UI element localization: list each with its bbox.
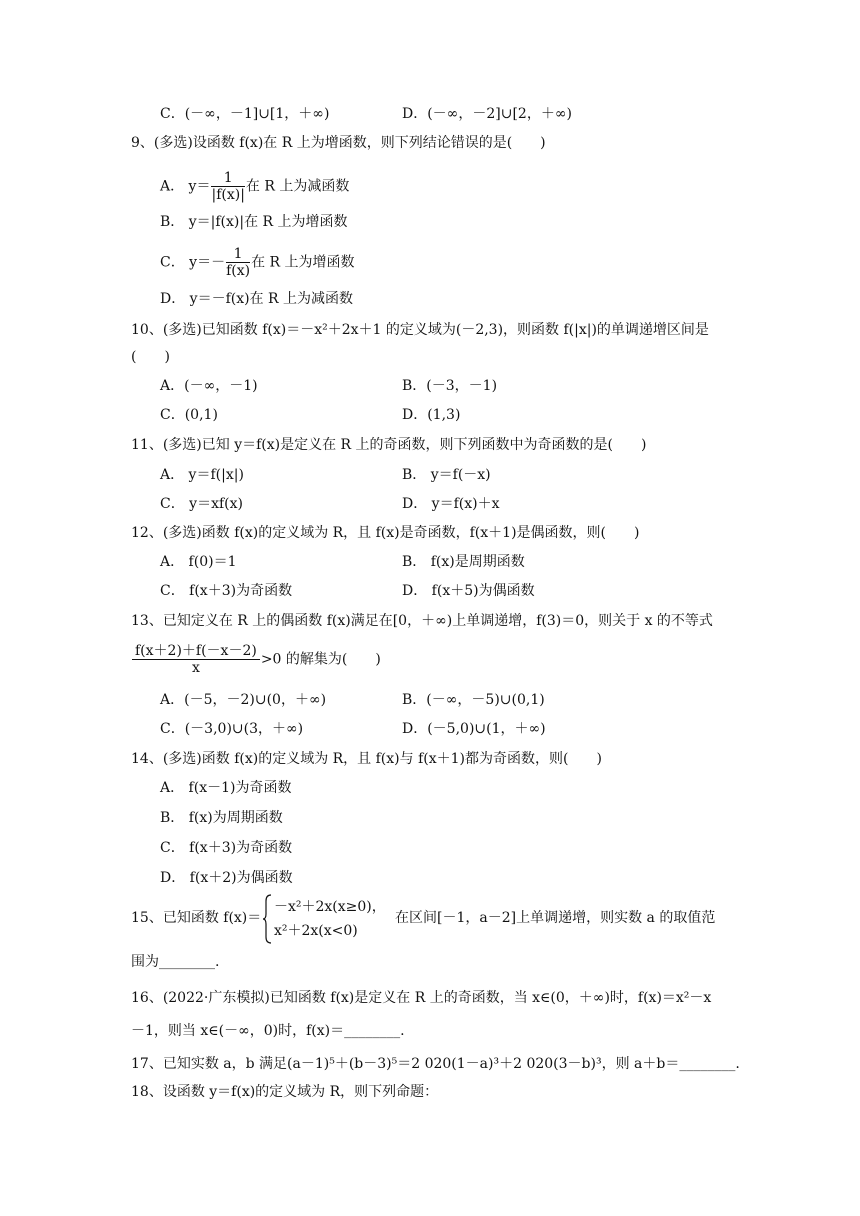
- q14-option-d: D． f(x＋2)为偶函数: [160, 870, 293, 886]
- q10-option-b: B．(－3，－1): [402, 378, 498, 394]
- q15-piecewise: [262, 894, 386, 944]
- q10-option-a: A．(－∞，－1): [160, 378, 258, 394]
- q13-option-d: D．(－5,0)∪(1，＋∞): [402, 721, 546, 737]
- q9-stem: 9、(多选)设函数 f(x)在 R 上为增函数，则下列结论错误的是( ): [131, 135, 546, 151]
- q13-fraction: $\frac{f(x+2)+f(-x-2)}{x}$: [132, 643, 260, 676]
- q10-paren: ( ): [131, 349, 170, 365]
- q12-option-b: B． f(x)是周期函数: [402, 554, 525, 570]
- q9-option-d: D． y＝－f(x)在 R 上为减函数: [160, 291, 354, 307]
- q13-stem: 13、已知定义在 R 上的偶函数 f(x)满足在[0，＋∞)上单调递增，f(3)＝0，则关于 x 的不等式: [131, 613, 713, 629]
- q9-option-a: A． y＝ $\frac{1}{|f(x)|}$ 在 R 上为减函数: [160, 170, 350, 203]
- q8-option-c: C．(－∞，－1]∪[1，＋∞): [160, 106, 330, 122]
- q14-option-c: C． f(x＋3)为奇函数: [160, 840, 293, 856]
- q15-stem-prefix: 15、已知函数 f(x)＝: [131, 910, 262, 926]
- q12-option-c: C． f(x＋3)为奇函数: [160, 583, 293, 599]
- q9-option-b: B． y＝|f(x)|在 R 上为增函数: [160, 214, 348, 230]
- q13-option-c: C．(－3,0)∪(3，＋∞): [160, 721, 304, 737]
- q11-option-a: A． y＝f(|x|): [160, 467, 244, 483]
- q13-inequality: $\frac{f(x+2)+f(-x-2)}{x}$ >0 的解集为( ): [131, 643, 381, 676]
- brace-icon: [262, 894, 272, 944]
- q12-option-d: D． f(x＋5)为偶函数: [402, 583, 535, 599]
- q11-stem: 11、(多选)已知 y＝f(x)是定义在 R 上的奇函数，则下列函数中为奇函数的是( ): [131, 437, 647, 453]
- q11-option-b: B． y＝f(－x): [402, 467, 491, 483]
- q9-option-c: C． y＝－ $\frac{1}{f(x)}$ 在 R 上为增函数: [160, 246, 355, 279]
- q9-c-fraction: $\frac{1}{f(x)}$: [226, 246, 251, 279]
- q17-stem: 17、已知实数 a，b 满足(a－1)⁵＋(b－3)⁵＝2 020(1－a)³＋2 020(3－b)³，则 a＋b＝________.: [131, 1056, 740, 1072]
- q13-option-a: A．(－5，－2)∪(0，＋∞): [160, 692, 327, 708]
- q13-option-b: B．(－∞，－5)∪(0,1): [402, 692, 545, 708]
- q11-option-c: C． y＝xf(x): [160, 496, 243, 512]
- q15-case-1: －x²＋2x(x≥0)，: [274, 899, 386, 915]
- q10-option-d: D．(1,3): [402, 407, 461, 423]
- q8-option-d: D．(－∞，－2]∪[2，＋∞): [402, 106, 572, 122]
- q16-blank-line: －1，则当 x∈(－∞，0)时，f(x)＝________.: [131, 1023, 405, 1039]
- q14-option-b: B． f(x)为周期函数: [160, 810, 283, 826]
- q14-stem: 14、(多选)函数 f(x)的定义域为 R，且 f(x)与 f(x＋1)都为奇函数，则( ): [131, 751, 602, 767]
- q12-stem: 12、(多选)函数 f(x)的定义域为 R，且 f(x)是奇函数，f(x＋1)是偶函数，则( ): [131, 525, 640, 541]
- q18-stem: 18、设函数 y＝f(x)的定义域为 R，则下列命题：: [131, 1084, 439, 1100]
- q11-option-d: D． y＝f(x)＋x: [402, 496, 500, 512]
- q9-a-fraction: $\frac{1}{|f(x)|}$: [211, 170, 245, 203]
- q15-stem-suffix: 在区间[－1，a－2]上单调递增，则实数 a 的取值范: [395, 910, 716, 926]
- q10-stem: 10、(多选)已知函数 f(x)＝－x²＋2x＋1 的定义域为(－2,3)，则函数 f(|x|)的单调递增区间是: [131, 322, 709, 338]
- q10-option-c: C．(0,1): [160, 407, 218, 423]
- q15-case-2: x²＋2x(x<0): [274, 923, 358, 939]
- q14-option-a: A． f(x－1)为奇函数: [160, 780, 292, 796]
- q15-blank-line: 围为________.: [131, 954, 220, 970]
- q12-option-a: A． f(0)＝1: [160, 554, 237, 570]
- q16-stem: 16、(2022·广东模拟)已知函数 f(x)是定义在 R 上的奇函数，当 x∈(0，＋∞)时，f(x)＝x²－x: [131, 990, 712, 1006]
